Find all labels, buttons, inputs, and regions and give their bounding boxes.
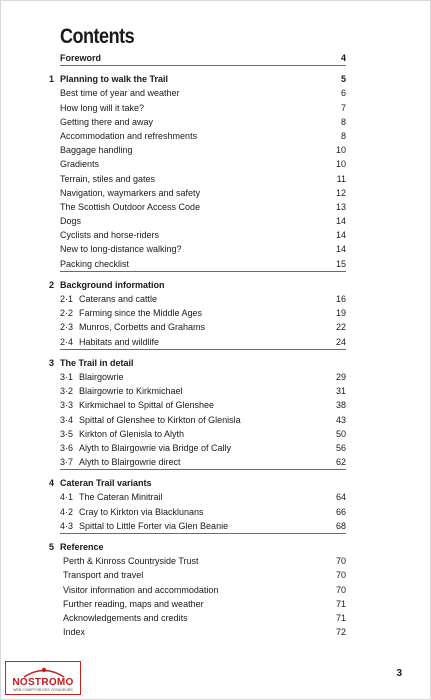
toc-foreword[interactable] <box>1 51 431 65</box>
toc-section-page: 5 <box>340 74 346 85</box>
toc-entry-page: 56 <box>335 442 346 453</box>
toc-entry-label: How long will it take? <box>60 102 145 113</box>
toc-entry[interactable] <box>1 101 431 115</box>
toc-entry-page: 8 <box>340 116 346 127</box>
toc-entry-label: Blairgowrie to Kirkmichael <box>79 386 183 397</box>
toc-entry[interactable] <box>1 625 431 639</box>
toc-entry[interactable] <box>1 129 431 143</box>
toc-entry-label: Kirkton of Glenisla to Alyth <box>79 428 185 439</box>
toc-entry-page: 16 <box>335 294 346 304</box>
toc-entry-page: 24 <box>335 336 346 347</box>
divider <box>60 533 346 534</box>
divider <box>60 469 346 470</box>
toc-entry-label: Munros, Corbetts and Grahams <box>79 322 206 333</box>
toc-entry[interactable] <box>1 384 431 398</box>
toc-section-number: 2 <box>49 279 55 290</box>
toc-entry-page: 70 <box>335 570 346 581</box>
toc-entry[interactable] <box>1 200 431 214</box>
toc-section-number: 4 <box>49 478 55 489</box>
toc-entry[interactable] <box>1 157 431 171</box>
toc-entry-label: Navigation, waymarkers and safety <box>60 187 201 198</box>
toc-entry-number: 2·3 <box>60 322 74 333</box>
toc-entry[interactable] <box>1 143 431 157</box>
toc-section-number: 3 <box>49 357 55 368</box>
toc-entry-page: 43 <box>335 414 346 425</box>
toc-entry-label: Terrain, stiles and gates <box>60 173 156 184</box>
toc-entry-number: 3·1 <box>60 371 74 382</box>
toc-entry-page: 31 <box>335 386 346 397</box>
toc-entry-page: 14 <box>335 230 346 241</box>
toc-entry-page: 38 <box>335 400 346 411</box>
toc-section-number: 5 <box>49 542 55 552</box>
toc-entry-page: 70 <box>335 584 346 595</box>
toc-entry[interactable] <box>1 186 431 200</box>
toc-entry-label: Spittal to Little Forter via Glen Beanie <box>79 520 229 531</box>
toc-entry-label: Gradients <box>60 159 100 170</box>
toc-entry-number: 4·3 <box>60 520 74 531</box>
toc-entry[interactable] <box>1 427 431 441</box>
toc-entry-page: 66 <box>335 506 346 517</box>
toc-entry-page: 4 <box>340 53 346 63</box>
logo-brand: NOSTROMO <box>12 677 74 688</box>
toc-entry-page: 13 <box>335 201 346 212</box>
toc-entry-number: 4·2 <box>60 506 74 517</box>
toc-entry-page: 12 <box>335 187 346 198</box>
toc-entry[interactable] <box>1 306 431 320</box>
divider <box>60 65 346 66</box>
toc-entry-page: 68 <box>335 520 346 531</box>
toc-entry[interactable] <box>1 228 431 242</box>
toc-entry[interactable] <box>1 115 431 129</box>
toc-section-title: Background information <box>60 279 165 290</box>
toc-entry-number: 3·4 <box>60 414 74 425</box>
toc-entry-number: 3·2 <box>60 386 74 397</box>
toc-entry-label: Baggage handling <box>60 145 133 156</box>
toc-section-number: 1 <box>49 74 55 85</box>
toc-entry-label: Alyth to Blairgowrie direct <box>79 457 181 468</box>
toc-section-heading[interactable] <box>1 72 431 86</box>
toc-section-heading[interactable] <box>1 476 431 490</box>
watermark-logo <box>5 661 81 695</box>
toc-entry-page: 10 <box>335 159 346 170</box>
toc-entry[interactable] <box>1 172 431 186</box>
toc-entry-number: 2·1 <box>60 294 74 304</box>
toc-entry-number: 3·6 <box>60 442 74 453</box>
toc-entry-page: 15 <box>335 258 346 269</box>
toc-entry-page: 6 <box>340 88 346 99</box>
toc-entry-page: 72 <box>335 627 346 638</box>
toc-entry-label: Kirkmichael to Spittal of Glenshee <box>79 400 215 411</box>
toc-entry-page: 70 <box>335 556 346 567</box>
toc-entry-number: 4·1 <box>60 492 74 503</box>
toc-entry-page: 19 <box>335 308 346 319</box>
toc-entry-number: 3·7 <box>60 457 74 468</box>
toc-entry-label: Acknowledgements and credits <box>63 612 188 623</box>
toc-entry-page: 62 <box>335 457 346 468</box>
toc-entry-label: Best time of year and weather <box>60 88 180 99</box>
divider <box>60 349 346 350</box>
toc-entry[interactable] <box>1 335 431 349</box>
toc-entry-page: 7 <box>340 102 346 113</box>
toc-entry-label: Blairgowrie <box>79 371 124 382</box>
toc-entry-number: 2·2 <box>60 308 74 319</box>
toc-entry-number: 3·3 <box>60 400 74 411</box>
toc-entry-page: 64 <box>335 492 346 503</box>
toc-entry[interactable] <box>1 519 431 533</box>
toc-entry-label: Transport and travel <box>63 570 144 581</box>
toc-entry[interactable] <box>1 568 431 582</box>
toc-entry-page: 8 <box>340 130 346 141</box>
toc-entry-label: Habitats and wildlife <box>79 336 160 347</box>
toc-entry-page: 11 <box>336 173 346 184</box>
toc-entry-number: 3·5 <box>60 428 74 439</box>
toc-entry-label: Caterans and cattle <box>79 294 158 304</box>
toc-entry[interactable] <box>1 242 431 256</box>
divider <box>60 271 346 272</box>
toc-entry-label: Perth & Kinross Countryside Trust <box>63 556 199 567</box>
toc-entry-page: 71 <box>335 598 346 609</box>
toc-entry-label: Dogs <box>60 216 82 227</box>
toc-entry[interactable] <box>1 370 431 384</box>
toc-entry-label: Packing checklist <box>60 258 130 269</box>
toc-entry[interactable] <box>1 611 431 625</box>
toc-entry-page: 29 <box>335 371 346 382</box>
toc-entry[interactable] <box>1 292 431 306</box>
toc-entry-label: Getting there and away <box>60 116 154 127</box>
toc-entry-page: 71 <box>335 612 346 623</box>
toc-entry[interactable] <box>1 214 431 228</box>
toc-entry-label: The Cateran Minitrail <box>79 492 163 503</box>
toc-section-title: Cateran Trail variants <box>60 478 152 489</box>
toc-section-title: Planning to walk the Trail <box>60 74 169 85</box>
toc-entry-number: 2·4 <box>60 336 74 347</box>
toc-entry-label: Spittal of Glenshee to Kirkton of Glenisla <box>79 414 241 425</box>
toc-entry[interactable] <box>1 413 431 427</box>
toc-entry-page: 10 <box>335 145 346 156</box>
toc-entry-label: Farming since the Middle Ages <box>79 308 203 319</box>
toc-entry[interactable] <box>1 597 431 611</box>
toc-entry[interactable] <box>1 441 431 455</box>
toc-entry-page: 22 <box>335 322 346 333</box>
toc-entry-label: Further reading, maps and weather <box>63 598 204 609</box>
toc-entry-label: Foreword <box>60 53 102 63</box>
toc-entry[interactable] <box>1 257 431 271</box>
toc-section-heading[interactable] <box>1 356 431 370</box>
toc-section-heading[interactable] <box>1 278 431 292</box>
table-of-contents <box>1 51 431 639</box>
toc-entry[interactable] <box>1 320 431 334</box>
toc-section-title: The Trail in detail <box>60 357 134 368</box>
toc-entry-page: 14 <box>335 244 346 255</box>
toc-entry[interactable] <box>1 505 431 519</box>
toc-entry[interactable] <box>1 583 431 597</box>
page-number: 3 <box>396 668 402 679</box>
toc-entry-page: 14 <box>335 216 346 227</box>
toc-entry[interactable] <box>1 490 431 504</box>
toc-entry[interactable] <box>1 554 431 568</box>
toc-entry-page: 50 <box>335 428 346 439</box>
toc-entry[interactable] <box>1 455 431 469</box>
toc-entry-label: Visitor information and accommodation <box>63 584 219 595</box>
toc-entry-label: Index <box>63 627 86 638</box>
page-title: Contents <box>60 25 135 48</box>
toc-section-title: Reference <box>60 542 104 552</box>
toc-entry-label: Alyth to Blairgowrie via Bridge of Cally <box>79 442 232 453</box>
toc-section-heading[interactable] <box>1 540 431 554</box>
toc-entry-label: Cray to Kirkton via Blacklunans <box>79 506 204 517</box>
toc-entry-label: Cyclists and horse-riders <box>60 230 160 241</box>
toc-entry-label: New to long-distance walking? <box>60 244 182 255</box>
logo-tagline: WEB COMPTOIR DES VOYAGEURS <box>13 688 73 692</box>
toc-entry-label: Accommodation and refreshments <box>60 130 198 141</box>
toc-entry-label: The Scottish Outdoor Access Code <box>60 201 201 212</box>
toc-entry[interactable] <box>1 398 431 412</box>
toc-entry[interactable] <box>1 86 431 100</box>
